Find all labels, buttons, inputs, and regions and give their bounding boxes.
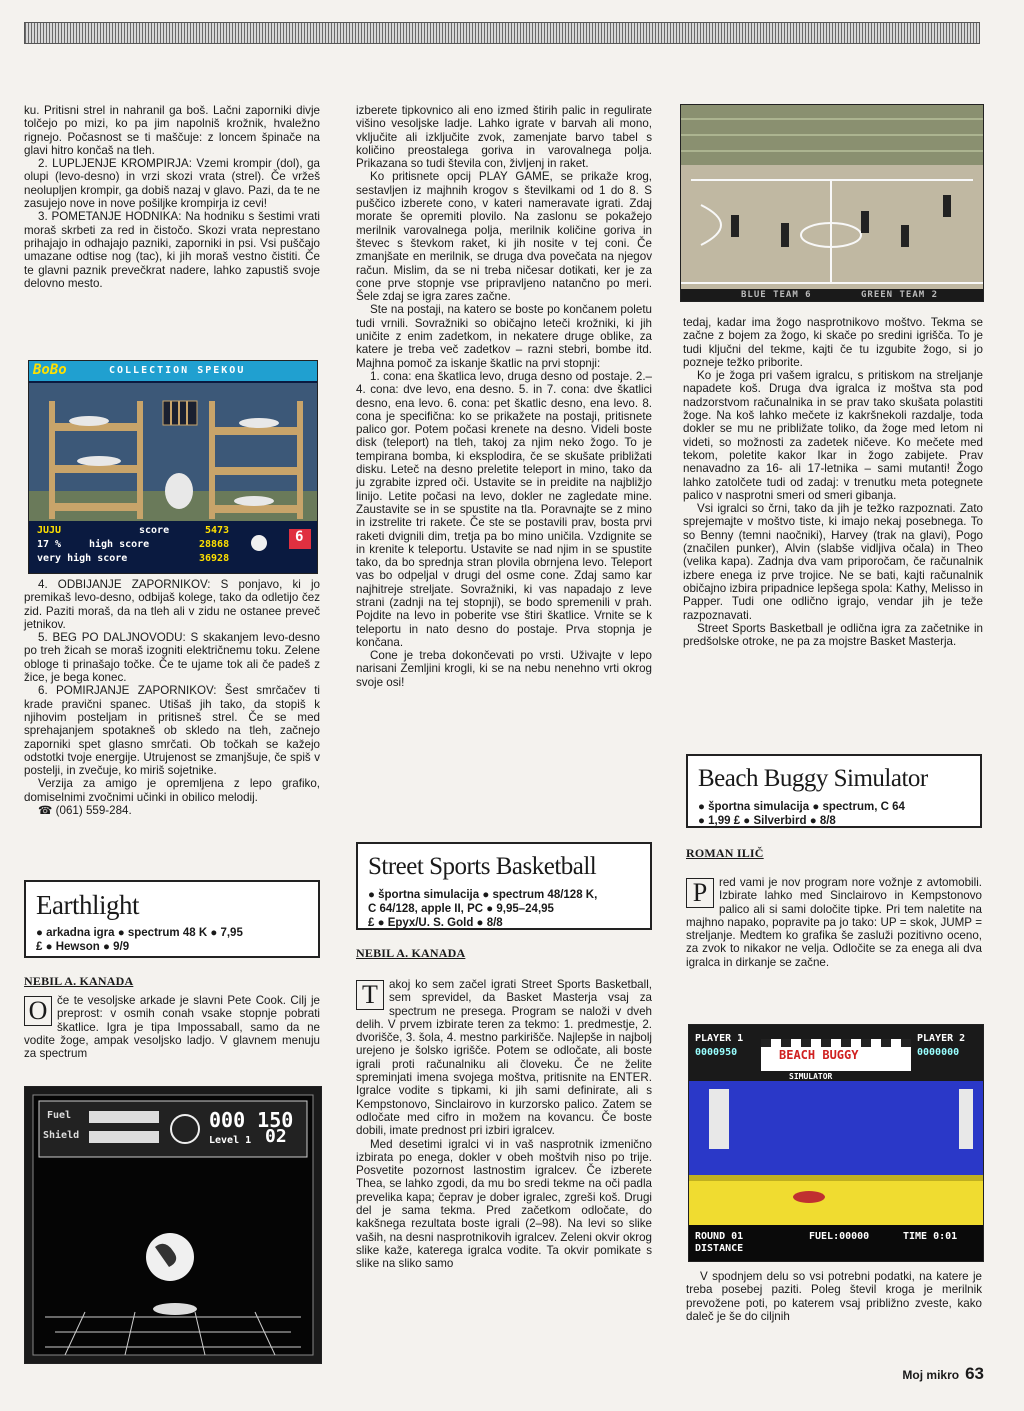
bobo-very-label: very high score xyxy=(37,553,128,564)
earth-score-digits: 000 150 xyxy=(209,1108,294,1132)
bobo-banner: COLLECTION SPEKOU xyxy=(109,365,246,376)
beachbuggy-para-2: V spodnjem delu so vsi potrebni podatki, na katere je treba posebej paziti. Poleg števil kroga je merilnik prevožene poti, po katerem vsaj približno zveste, kako daleč je še do ciljnih xyxy=(686,1270,982,1323)
column-1 xyxy=(24,104,320,290)
earthlight-meta-1: ● arkadna igra ● spectrum 48 K ● 7,95 xyxy=(36,927,243,939)
col3-para-3: Vsi igralci so črni, tako da jih je težko razpoznati. Zato sprejemajte v moštvo tiste, ki imajo nekaj posebnega. To so Benny (temni naočniki), Harvey (trak na glavi), Pogo (značilen punker), Alvin (slabše vidljiva očala) in Theo (velika kapa). Zadnja dva vam priporočam, če računalnik izbere enega iz prve trojice. Ne se bati, kajti računalnik običajno izbira pripadnice lepšega spola: Kathy, Melisso in Papper. Tudi one odlično igrajo, vendar jih je teže razpoznavati. xyxy=(683,502,983,622)
basketball-game-screenshot xyxy=(680,104,984,302)
streetsports-para-2: Med desetimi igralci vi in vaš nasprotnik izmenično izbirata po enega, dokler v obeh moštvih niso po trije. Posvetite pozornost lastnostim igralcev. Če izberete Thea, se lahko zgodi, da mu bo sredi tekme na oči padla prevelika kapa; čeprav je dober igralec, zgreši koš. Drugi del je sama tekma. Pred začetkom odločate, do kakšnega rezultata boste igrali (2–98). Na levi so slike vaših, na desni nasprotnikovih igralcev. Zeleni okvir okrog slike kaže, katerega igralca vodite. Ta okvir pomikate s slike na sliko samo xyxy=(356,1137,652,1271)
earthlight-dropcap: O xyxy=(24,996,52,1026)
earth-count: 02 xyxy=(265,1126,287,1147)
buggy-time: TIME 0:01 xyxy=(903,1231,958,1242)
bobo-score: 5473 xyxy=(205,525,230,536)
col1-para-2: 2. LUPLJENJE KROMPIRJA: Vzemi krompir (dol), ga olupi (levo-desno) in vrzi skozi vrata (strel). Če vržeš neolupljen krompir, ga dobiš nazaj v glavo. Pazi, da te ne zasujejo nove in nove pošiljke krompirja iz cevi! xyxy=(24,157,320,211)
streetsports-title: Street Sports Basketball xyxy=(368,853,597,880)
beachbuggy-game-screenshot xyxy=(688,1024,984,1262)
col1-para-7: Verzija za amigo je opremljena z lepo grafiko, domiselnimi zvočnimi učinki in obilico melodij. xyxy=(24,777,320,804)
bobo-player-name: JUJU xyxy=(37,525,62,536)
col1-para-6: 6. POMIRJANJE ZAPORNIKOV: Šest smrčačev ti krade pravični spanec. Utišaš jih tako, da stopiš k njihovim posteljam in pritisneš strel. Če se med sprehajanjem spotakneš ob skledo na tleh, začnejo zaporniki spet glasno smrčati. Ob točkah se kažejo odstotki tvoje energije. Utrujenost se zmanjšuje, če spiš v postelji, in zvečuje, ko miriš sojetnike. xyxy=(24,684,320,778)
bobo-percent: 17 % xyxy=(37,539,62,550)
earthlight-game-screenshot xyxy=(24,1086,322,1364)
col3-para-1: tedaj, kadar ima žogo nasprotnikovo moštvo. Tekma se začne z bojem za žogo, ki skače po sredini igrišča. To je tudi ključni del tekme, kajti če tu izgubite žogo, si jo pozneje težko priborite. xyxy=(683,316,983,369)
streetsports-meta-2: C 64/128, apple II, PC ● 9,95–24,95 xyxy=(368,903,554,915)
bobo-high-label: high score xyxy=(89,539,150,550)
bobo-game-screenshot xyxy=(28,360,318,574)
beachbuggy-para-1: red vami je nov program nore vožnje z avtomobili. Izbirate lahko med Sinclairovo in Kempstonovo palico ali si sami določite tipke. Pri tem naletite na majhno napako, popravite pa jo tako: UP = skok, JUMP = streljanje. Medtem ko grafika še zasluži pozitivno oceno, za zvok to nikakor ne velja. Odločite se za enega ali dva igralca in dirkanje se začne. xyxy=(686,876,982,969)
streetsports-meta-3: £ ● Epyx/U. S. Gold ● 8/8 xyxy=(368,917,503,929)
buggy-fuel: FUEL:00000 xyxy=(809,1231,870,1242)
bobo-very-high-score: 36928 xyxy=(199,553,230,564)
earth-shield-label: Shield xyxy=(43,1130,80,1141)
streetsports-para-1: akoj ko sem začel igrati Street Sports Basketball, sem sprevidel, da Basket Masterja vsaj za spectrum ne presega. Program se naloži v dveh delih. V prvem izbirate teren za tekmo: 1. predmestje, 2. dvorišče, 3. šola, 4. mestno parkirišče. Najlepše in najbolj urejeno je šolsko igrišče. Potem se odločate, ali boste igrali proti računalniku ali človeku. Če ne želite spreminjati imena svojega moštva, pritisnite na ENTER. Igralce vodite s tipkami, ki jih sami definirate, ali s Kempstonovo, Sinclairovo in kurzorsko palico. Zatem se odločate med cifro in možem na kovancu. Če boste dobili, imate prednost pri izbiri igralcev. xyxy=(356,978,652,1138)
basketball-team-1: BLUE TEAM 6 xyxy=(741,290,812,300)
col2-para-4: 1. cona: ena škatlica levo, druga desno od postaje. 2.–4. cona: dve levo, ena desno. 5. in 7. cona: dve škatlici desno, ena levo. 6. cona: pet škatlic desno, ena levo. 8. cona je specifična: ko se prikažete na postaji, pritisnete palico gor. Potem počasi krenete na desno. Videli boste disk (teleport) na tleh, takoj za njim neko žogo. To je tempirana bomba, ki eksplodira, če se skušate približati disku. Leteč na desno preletite teleport in mino, tako da ju zgrabite izpred oči. Ustavite se in preidite na najbližjo linijo. Letite počasi na levo, dokler ne zagledate mine. Zaustavite se in se spustite na tla. Poravnajte se z mino in izstrelite tri rakete. Če ste se postavili prav, bosta prvi raketi dvignili dim, tretja pa bo mino uničila. Vzdignite se in krenite k teleportu. Ustavite se nad njim in se spustite tako, da bo sprednja stran plovila obrnjena levo. Teleport vas bo odpeljal v drugi del osme cone. Zdaj samo kar najhitreje streljate. Sovražniki, ki vas napadajo z leve strani (zadnji na tej stopnji), se bodo spremenili v prah. Pojdite na levo in poberite vse štiri škatlice. Vrnite se k teleportu in nato desno do postaje. Prva stopnja je končana. xyxy=(356,369,652,649)
col1-phone xyxy=(24,804,320,817)
col1-para-5: 5. BEG PO DALJNOVODU: S skakanjem levo-desno po treh žicah se moraš izogniti električnemu toku. Zelene obloge ti prinašajo točke. Če te ujame tok ali če padeš z žice, je bega konec. xyxy=(24,631,320,685)
beachbuggy-meta-2: ● 1,99 £ ● Silverbird ● 8/8 xyxy=(698,815,836,827)
beachbuggy-bottom xyxy=(686,1270,982,1323)
streetsports-text xyxy=(356,978,652,1271)
streetsports-dropcap: T xyxy=(356,980,384,1010)
earth-level: Level 1 xyxy=(209,1135,252,1146)
col2-para-1: izberete tipkovnico ali eno izmed štirih palic in regulirate višino vesoljske ladje. Lahko igrate v barvah ali mono, vključite ali izključite zvok, zamenjate barvo tabel s količino preostalega goriva in varovalnega polja. Prikazana so tudi števila con, življenj in raket. xyxy=(356,104,652,171)
page-footer xyxy=(902,1364,984,1384)
earthlight-intro xyxy=(24,994,320,1060)
column-1-lower xyxy=(24,578,320,817)
bobo-level-badge: 6 xyxy=(295,529,304,545)
beachbuggy-dropcap: P xyxy=(686,878,714,908)
col2-para-5: Cone je treba dokončevati po vrsti. Uživajte v lepo narisani Zemljini krogli, ki se na nebu nenehno vrti okrog svoje osi! xyxy=(356,649,652,689)
basketball-scene xyxy=(681,105,983,301)
beachbuggy-intro xyxy=(686,876,982,969)
buggy-player2-score: 0000000 xyxy=(917,1047,960,1058)
buggy-player1-score: 0000950 xyxy=(695,1047,738,1058)
phone-icon: ☎ xyxy=(38,804,56,818)
col1-para-3: 3. POMETANJE HODNIKA: Na hodniku s šestimi vrati moraš skrbeti za red in čistočo. Skozi vrata neprestano prihajajo in odhajajo pazniki, zaporniki in psi. Vsi puščajo umazane odtise nog (tac), ki jih moraš vestno čistiti. Če te glavni paznik prevečkrat nadere, lahko zapustiš svoje delovno mesto. xyxy=(24,210,320,290)
earthlight-text: če te vesoljske arkade je slavni Pete Cook. Cilj je preprost: v osmih conah vsake stopnje pobrati škatlice. Igra je tipa Impossaball, samo da ne vodite žoge, ampak vesoljsko ladjo. V glavnem menuju za spectrum xyxy=(24,994,320,1061)
streetsports-meta-1: ● športna simulacija ● spectrum 48/128 K, xyxy=(368,889,598,901)
col3-para-2: Ko je žoga pri vašem igralcu, s pritiskom na streljanje napadete koš. Druga dva igralca iz moštva sta pod nadzorstvom računalnika in se prav tako skušata polastiti žoge. Na koš lahko mečete iz kakršnekoli razdalje, toda dokler se mu ne približate toliko, da žoge med letom ni videti, so možnosti za zadetek ničeve. Ko mečete med tekom, poletite kakor Ikar in žogo zabijete. Prav nenavadno za 16- ali 17-letnika – sami mutanti! Žogo lahko zatolčete tudi od zadaj: v trenutku meta potegnete palico v nasprotni smeri od smeri gibanja. xyxy=(683,369,983,502)
streetsports-author: NEBIL A. KANADA xyxy=(356,946,466,960)
beachbuggy-meta-1: ● športna simulacija ● spectrum, C 64 xyxy=(698,801,905,813)
col1-para-1: ku. Pritisni strel in nahranil ga boš. Lačni zaporniki divje tolčejo po mizi, ko pa jim napolniš krožnik, hvaležno rignejo. Počasnost se ti maščuje: z loncem špinače na glavi hitro končaš na tleh. xyxy=(24,104,320,157)
column-2 xyxy=(356,104,652,689)
streetsports-info-box xyxy=(356,842,652,930)
earthlight-author: NEBIL A. KANADA xyxy=(24,974,134,988)
buggy-player2-label: PLAYER 2 xyxy=(917,1033,966,1044)
earthlight-info-box xyxy=(24,880,320,958)
top-decorative-bar xyxy=(24,22,980,44)
basketball-team-2: GREEN TEAM 2 xyxy=(861,290,939,300)
beachbuggy-info-box xyxy=(686,754,982,828)
beachbuggy-author: ROMAN ILIČ xyxy=(686,846,764,860)
earth-fuel-label: Fuel xyxy=(47,1110,72,1121)
page-number: 63 xyxy=(965,1364,984,1383)
bobo-scene xyxy=(29,361,317,573)
bobo-high-score: 28868 xyxy=(199,539,230,550)
col1-para-4: 4. ODBIJANJE ZAPORNIKOV: S ponjavo, ki jo premikaš levo-desno, odbijaš kolege, tako da odletijo čez zid. Paziti moraš, da na tleh ali v zidu ne ostanee preveč jetnikov. xyxy=(24,578,320,631)
buggy-logo: BEACH BUGGY xyxy=(779,1048,859,1062)
buggy-round: ROUND 01 xyxy=(695,1231,744,1242)
earthlight-title: Earthlight xyxy=(36,890,139,920)
beachbuggy-title: Beach Buggy Simulator xyxy=(698,765,928,792)
col2-para-2: Ko pritisnete opcij PLAY GAME, se prikaže krog, sestavljen iz majhnih krogov s številkami od 1 do 8. S puščico izberete cono, v kateri nameravate igrati. Zdaj morate še opremiti plovilo. Na zaslonu se pokažejo merilnik varovalnega polja, merilnik količine goriva in števec s števkom raket, ki jih nosite v tej coni. Če zmanjšate en merilnik, se druga dva povečata na njegov račun. Mislim, da se ni treba ničesar dotikati, ker je za cone prve stopnje vse pripravljeno natančno po meri. Šele zdaj se igra zares začne. xyxy=(356,170,652,304)
bobo-score-label: score xyxy=(139,525,170,536)
magazine-name: Moj mikro xyxy=(902,1368,960,1382)
buggy-distance: DISTANCE xyxy=(695,1243,744,1254)
bobo-logo: BoBo xyxy=(33,362,67,378)
column-3 xyxy=(683,316,983,648)
col3-para-4: Street Sports Basketball je odlična igra za začetnike in predšolske otroke, ne pa za mojstre Basket Masterja. xyxy=(683,621,983,649)
buggy-player1-label: PLAYER 1 xyxy=(695,1033,744,1044)
earthlight-meta-2: £ ● Hewson ● 9/9 xyxy=(36,941,130,953)
phone-number: (061) 559-284. xyxy=(55,804,132,818)
col2-para-3: Ste na postaji, na katero se boste po končanem poletu tudi vrnili. Sovražniki so običajno leteči krožniki, ki jih uničite z enim zadetkom, in nekatere druge oblike, za katere je treba več zadetkov – razni stebri, bombe itd. Majhna pomoč za iskanje škatlic na prvi stopnji: xyxy=(356,303,652,370)
buggy-logo-sub: SIMULATOR xyxy=(789,1072,833,1081)
